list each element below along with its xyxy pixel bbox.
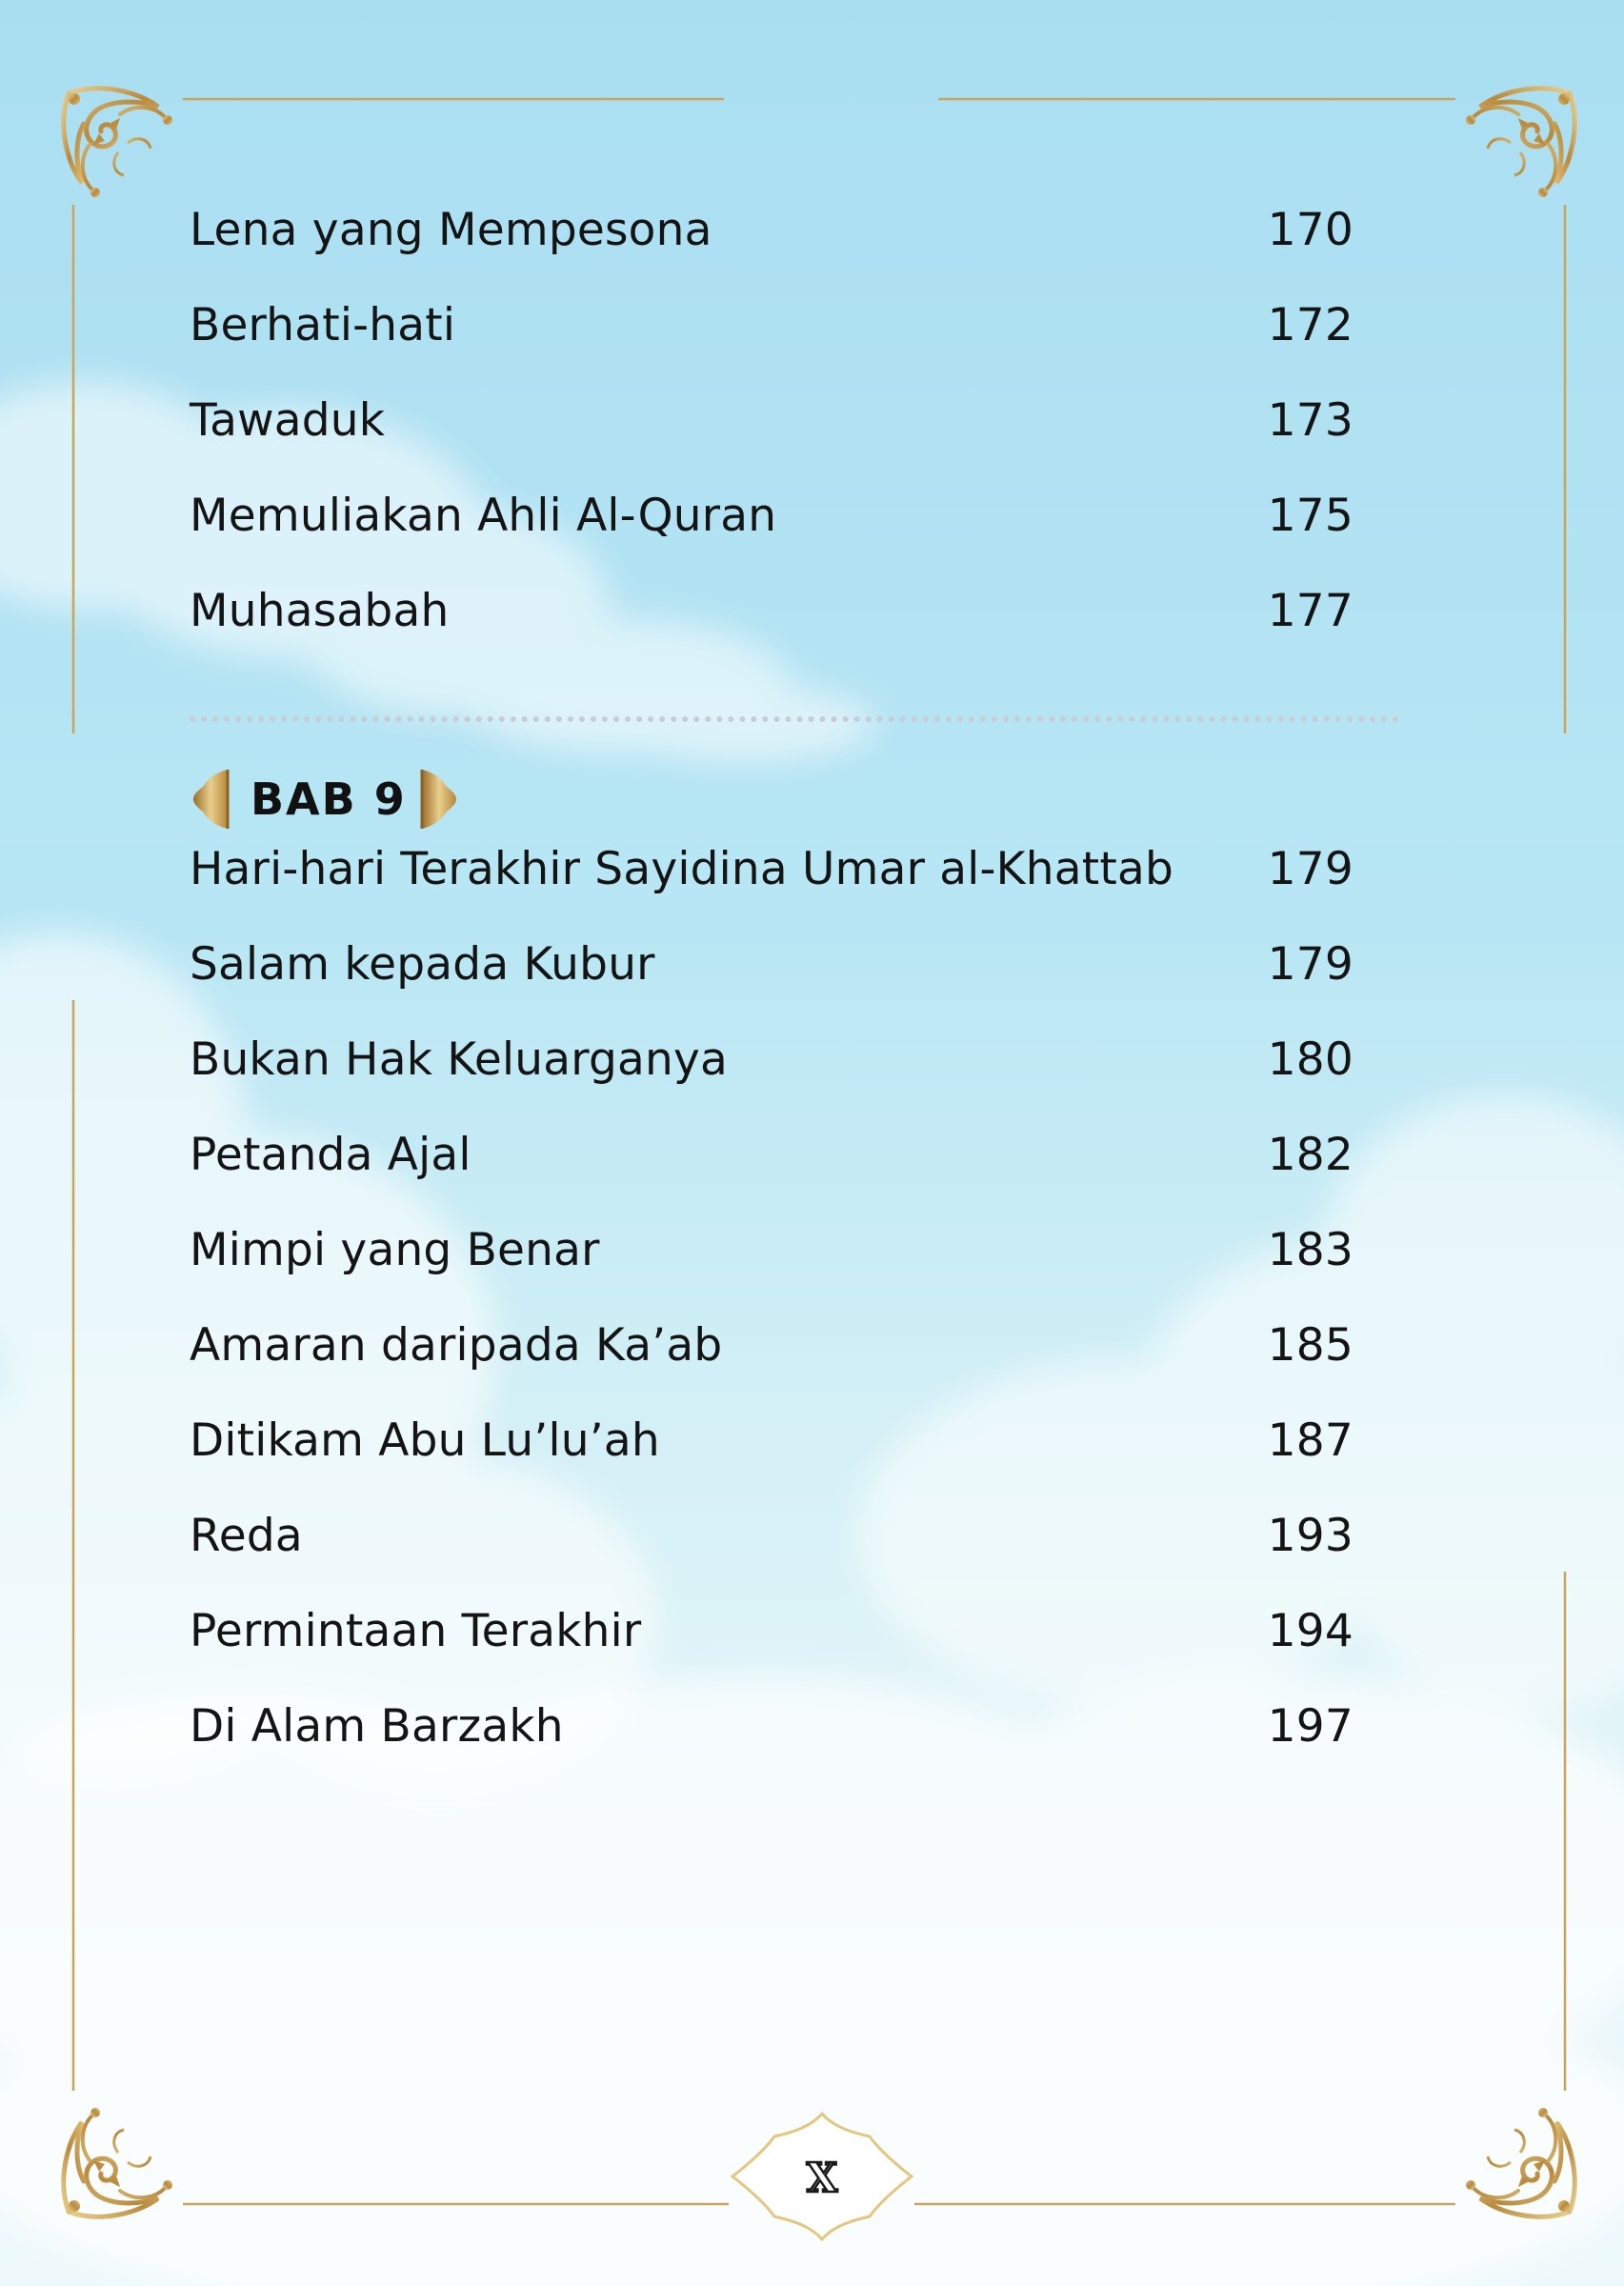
toc-entry-page: 194 xyxy=(1267,1604,1353,1657)
chapter-bracket-icon xyxy=(418,768,460,831)
toc-entry-title: Mimpi yang Benar xyxy=(190,1223,600,1276)
toc-entry-page: 170 xyxy=(1267,203,1353,256)
toc-entry-page: 179 xyxy=(1267,937,1353,991)
toc-entry-page: 179 xyxy=(1267,842,1353,895)
toc-entry-page: 193 xyxy=(1267,1509,1353,1562)
toc-entry xyxy=(190,1216,1353,1283)
section-divider xyxy=(190,716,1399,722)
toc-entry-title: Ditikam Abu Lu’lu’ah xyxy=(190,1414,660,1467)
toc-entry-title: Bukan Hak Keluarganya xyxy=(190,1033,729,1086)
toc-entry-title: Salam kepada Kubur xyxy=(190,937,655,991)
chapter-bracket-icon xyxy=(190,768,231,831)
page-number: X xyxy=(806,2155,838,2201)
toc-entry-page: 197 xyxy=(1267,1699,1353,1753)
toc-entry-title: Amaran daripada Ka’ab xyxy=(190,1318,723,1372)
toc-entry-page: 185 xyxy=(1267,1318,1353,1372)
toc-entry-title: Reda xyxy=(190,1509,303,1562)
toc-entry xyxy=(190,291,1353,358)
toc-entry-page: 183 xyxy=(1267,1223,1353,1276)
toc-entry-title: Lena yang Mempesona xyxy=(190,203,712,256)
toc-entry-page: 182 xyxy=(1267,1128,1353,1181)
toc-entry-page: 187 xyxy=(1267,1414,1353,1467)
toc-entry-title: Permintaan Terakhir xyxy=(190,1604,642,1657)
toc-entry-page: 175 xyxy=(1267,489,1353,542)
toc-entry xyxy=(190,577,1353,644)
toc-entry-page: 177 xyxy=(1267,584,1353,637)
toc-entry xyxy=(190,387,1353,453)
toc-entry-title: Memuliakan Ahli Al-Quran xyxy=(190,489,777,542)
toc-entry-title: Hari-hari Terakhir Sayidina Umar al-Khattab xyxy=(190,842,1173,895)
toc-entry xyxy=(190,482,1353,549)
toc-entry xyxy=(190,1312,1353,1378)
toc-entry xyxy=(190,835,1353,902)
page-number-marker xyxy=(727,2110,917,2243)
chapter-heading xyxy=(190,766,466,832)
toc-entry-page: 172 xyxy=(1267,298,1353,351)
toc-entry-title: Petanda Ajal xyxy=(190,1128,471,1181)
chapter-label: BAB 9 xyxy=(251,773,407,825)
toc-entry xyxy=(190,1597,1353,1664)
toc-entry xyxy=(190,931,1353,997)
toc-entry-title: Muhasabah xyxy=(190,584,450,637)
toc-entry-page: 180 xyxy=(1267,1033,1353,1086)
toc-entry-page: 173 xyxy=(1267,393,1353,447)
toc-entry xyxy=(190,1026,1353,1093)
toc-entry xyxy=(190,1502,1353,1569)
toc-entry-title: Tawaduk xyxy=(190,393,386,447)
toc-entry xyxy=(190,1693,1353,1759)
toc-entry xyxy=(190,1121,1353,1188)
toc-entry-title: Berhati-hati xyxy=(190,298,456,351)
toc-entry-title: Di Alam Barzakh xyxy=(190,1699,564,1753)
toc-entry xyxy=(190,196,1353,263)
toc-entry xyxy=(190,1407,1353,1474)
